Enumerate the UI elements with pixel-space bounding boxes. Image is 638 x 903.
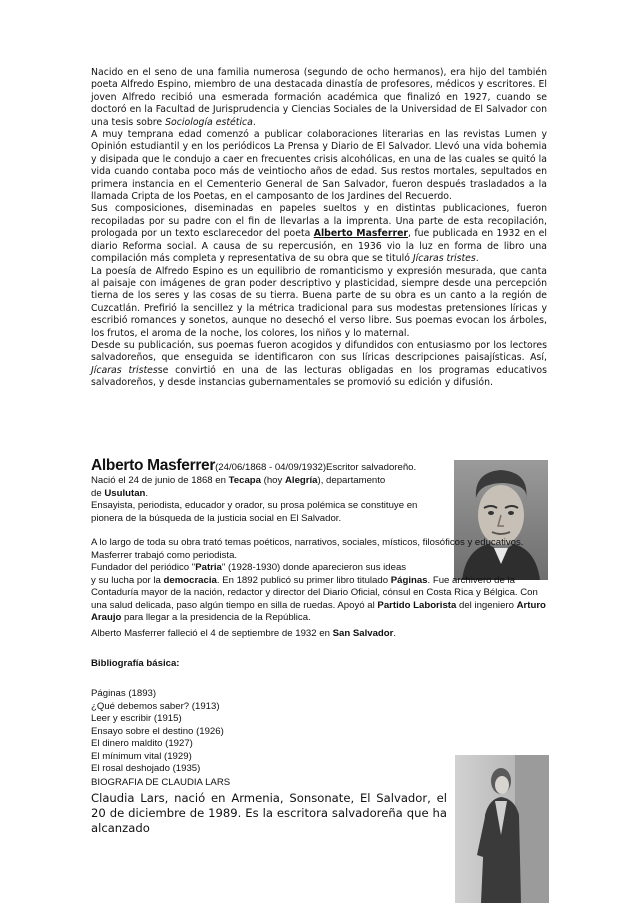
intro-paragraph <box>91 340 547 390</box>
text-run: Nacido en el seno de una familia numerosa (segundo de ocho hermanos), era hijo del también poeta Alfredo Espino, miembro de una destacada dinastía de profesores, médicos y escritores. El joven Alfredo recibió una esmerada formación académica que finalizó en 1927, cuando se doctoró en la Facultad de Jurisprudencia y Ciencias Sociales de la Universidad de El Salvador con una tesis sobre <box>91 67 547 128</box>
claudia-lars-photo <box>455 755 549 903</box>
bold-text: democracia <box>163 574 217 586</box>
text-run: Nació el 24 de junio de 1868 en <box>91 475 229 486</box>
intro-paragraph <box>91 203 547 265</box>
bold-text: Patria <box>195 562 222 573</box>
bold-text: Arturo Araujo <box>91 599 546 623</box>
bibliography-item: Ensayo sobre el destino (1926) <box>91 725 224 737</box>
masferrer-link[interactable]: Alberto Masferrer <box>313 228 409 240</box>
italic-title: Jícaras tristes <box>91 364 158 376</box>
text-run: para llegar a la presidencia de la República. <box>121 612 311 623</box>
bibliography-item: Leer y escribir (1915) <box>91 713 182 724</box>
intro-paragraph <box>91 67 547 129</box>
text-run: A muy temprana edad comenzó a publicar colaboraciones literarias en las revistas Lumen y Opinión estudiantil y en los periódicos La Prensa y Diario de El Salvador. Llevó una vida bohemia y disipada que le condujo a caer en frecuentes crisis alcohólicas, en una de las cuales se quitó la vida cuando contaba poco más de veintiocho años de edad. Sus restos mortales, sepultados en primera instancia en el Cementerio General de San Salvador, fueron después trasladados a la llamada Cripta de los Poetas, en el camposanto de los Jardines del Recuerdo. <box>91 129 547 203</box>
bibliography-item: El mínimum vital (1929) <box>91 750 192 762</box>
bold-text: San Salvador <box>332 628 394 639</box>
bold-text: Tecapa <box>228 475 261 486</box>
text-run: Fundador del periódico " <box>91 562 196 573</box>
text-run: . Fue archivero de la Contaduría mayor de la nación, redactor y director del Diario Oficial, cónsul en Costa Rica y Bélgica. Con una salud delicada, paso algún tiempo en silla de ruedas. Apoyó al <box>91 574 538 611</box>
text-run: Desde su publicación, sus poemas fueron acogidos y difundidos con entusiasmo por los lectores salvadoreños, que enseguida se identificaron con sus líricas descripciones paisajísticas. Así, <box>91 339 547 364</box>
bold-text: Partido Laborista <box>377 599 457 611</box>
text-run: . <box>475 253 479 265</box>
masferrer-heading <box>91 457 416 475</box>
bold-text: Usulutan <box>104 487 146 499</box>
bold-text: Alegría <box>284 475 318 486</box>
text-run: . <box>252 116 256 128</box>
masferrer-dates: (24/06/1868 - 04/09/1932)Escritor salvadoreño. <box>215 462 417 473</box>
bibliography-item: El dinero maldito (1927) <box>91 738 193 749</box>
bibliography-item: ¿Qué debemos saber? (1913) <box>91 700 220 712</box>
masferrer-birth <box>91 475 551 500</box>
masferrer-name: Alberto Masferrer <box>91 457 216 474</box>
alfredo-espino-biography <box>91 67 547 390</box>
text-run: A lo largo de toda su obra trató temas poéticos, narrativos, sociales, místicos, filosóficos y educativos. Masferrer trabajó como periodista. <box>91 537 524 561</box>
bibliography-item: El rosal deshojado (1935) <box>91 763 201 774</box>
text-run: . <box>393 628 397 639</box>
intro-paragraph <box>91 266 547 340</box>
text-run: (hoy <box>260 475 285 486</box>
bibliography-item: Páginas (1893) <box>91 688 157 699</box>
bibliography-title: Bibliografía básica: <box>91 658 180 669</box>
text-run: Alberto Masferrer falleció el 4 de septiembre de 1932 en <box>91 628 333 639</box>
text-run: de <box>91 487 105 499</box>
claudia-lars-title: BIOGRAFIA DE CLAUDIA LARS <box>91 777 231 788</box>
text-run: del ingeniero <box>456 599 517 611</box>
text-run: se convirtió en una de las lecturas obligadas en los programas educativos salvadoreños, y desde instancias gubernamentales se promovió su edición y difusión. <box>91 364 547 389</box>
text-run: , fue publicada en 1932 en el diario Reforma social. A causa de su repercusión, en 1936 vio la luz en forma de libro una compilación más completa y representativa de su obra que se tituló <box>91 228 547 265</box>
masferrer-death-paragraph <box>91 628 551 641</box>
masferrer-essayist-paragraph: Ensayista, periodista, educador y orador, su prosa polémica se constituye en pionera de la búsqueda de la justicia social en El Salvador. <box>91 500 418 524</box>
claudia-lars-text: Claudia Lars, nació en Armenia, Sonsonate, El Salvador, el 20 de diciembre de 1989. Es la escritora salvadoreña que ha alcanzado <box>91 791 447 835</box>
text-run: La poesía de Alfredo Espino es un equilibrio de romanticismo y expresión mesurada, que canta al paisaje con imágenes de gran poder descriptivo y plasticidad, siempre desde una percepción tierna de los seres y las cosas de su tierra. Buena parte de su obra es un canto a la región de Cuzcatlán. Prefirió la sencillez y la métrica tradicional para sus modestas pretensiones líricas y escribió romances y sonetos, aunque no desechó el verso libre. Sus poemas evocan los árboles, los frutos, el aroma de la noche, los colores, los niños y lo maternal. <box>91 265 547 339</box>
masferrer-works-paragraph <box>91 537 551 625</box>
text-run: . <box>145 487 149 499</box>
italic-title: Sociología estética <box>165 116 253 128</box>
text-run: . En 1892 publicó su primer libro titulado <box>216 574 391 586</box>
text-run: y su lucha por la <box>91 574 164 586</box>
italic-title: Jícaras tristes <box>412 253 476 265</box>
intro-paragraph <box>91 129 547 203</box>
bold-text: Páginas <box>390 574 428 586</box>
text-run: Sus composiciones, diseminadas en papeles sueltos y en distintas publicaciones, fueron recopiladas por su padre con el fin de llevarlas a la imprenta. Una parte de esta recopilación, prologada por un texto esclarecedor del poeta <box>91 203 547 240</box>
text-run: ), departamento <box>317 475 386 486</box>
text-run: " (1928-1930) donde aparecieron sus ideas <box>221 562 407 573</box>
